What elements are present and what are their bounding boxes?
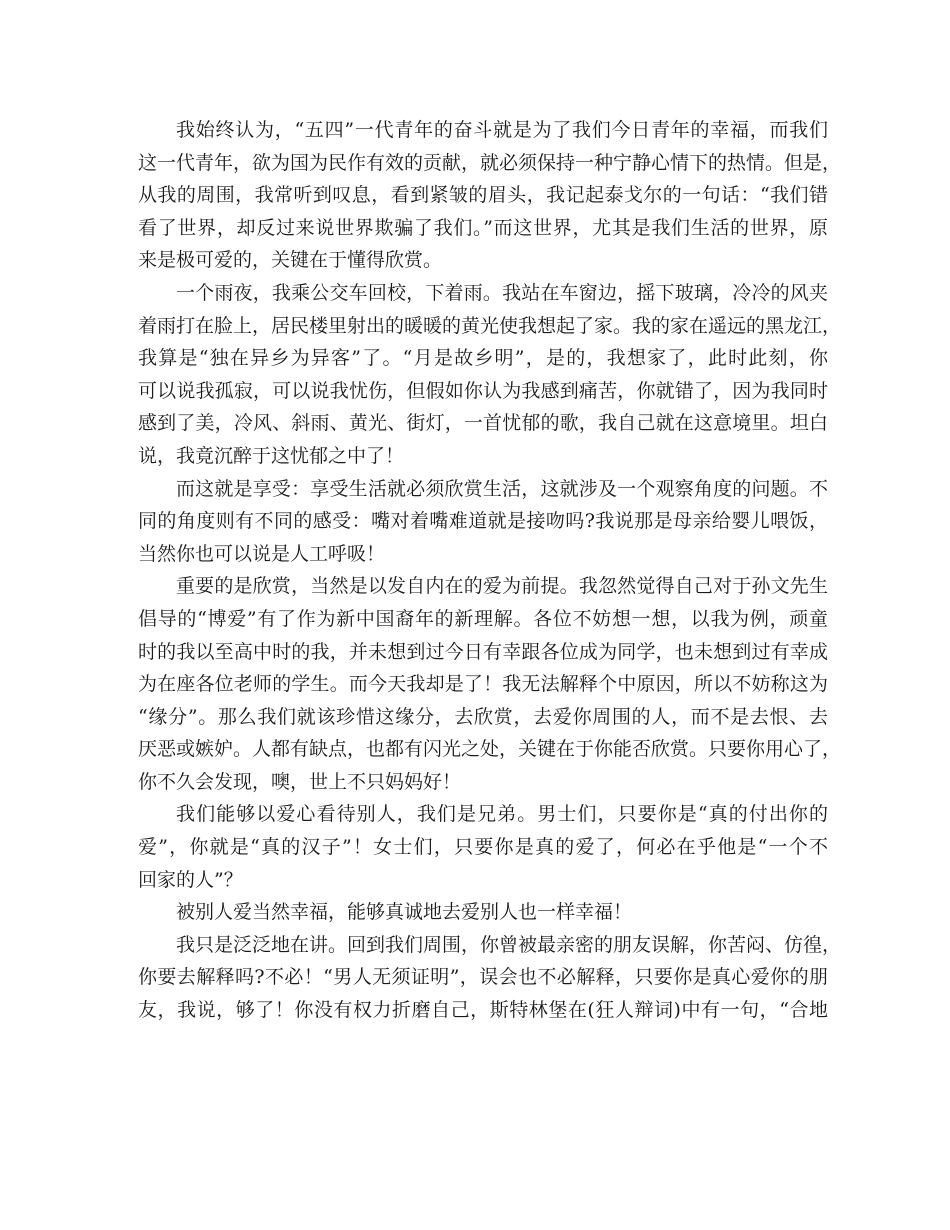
text-line: 来是极可爱的，关键在于懂得欣赏。 [138, 249, 443, 272]
text-line: 这一代青年，欲为国为民作有效的贡献，就必须保持一种宁静心情下的热情。但是， [138, 151, 842, 174]
text-line: 时的我以至高中时的我，并未想到过今日有幸跟各位成为同学，也未想到过有幸成 [138, 640, 828, 663]
text-line: 同的角度则有不同的感受：嘴对着嘴难道就是接吻吗?我说那是母亲给婴儿喂饭， [138, 510, 828, 533]
body-text [138, 114, 842, 1027]
text-line: 厌恶或嫉妒。人都有缺点，也都有闪光之处，关键在于你能否欣赏。只要你用心了， [138, 738, 842, 761]
text-line: 而这就是享受：享受生活就必须欣赏生活，这就涉及一个观察角度的问题。不 [176, 477, 828, 500]
text-line: 我算是“独在异乡为异客”了。“月是故乡明”，是的，我想家了，此时此刻，你 [138, 347, 828, 370]
paragraph [138, 896, 828, 929]
paragraph [138, 798, 828, 896]
text-line: 从我的周围，我常听到叹息，看到紧皱的眉头，我记起泰戈尔的一句话：“我们错 [138, 184, 828, 207]
paragraph [138, 570, 842, 798]
text-line: 可以说我孤寂，可以说我忧伤，但假如你认为我感到痛苦，你就错了，因为我同时 [138, 379, 828, 402]
text-line: 友，我说，够了！你没有权力折磨自己，斯特林堡在(狂人辩词)中有一句，“合地 [138, 999, 828, 1022]
paragraph [138, 929, 842, 1027]
text-line: 被别人爱当然幸福，能够真诚地去爱别人也一样幸福！ [176, 901, 633, 924]
text-line: 我们能够以爱心看待别人，我们是兄弟。男士们，只要你是“真的付出你的 [176, 803, 828, 826]
text-line: 着雨打在脸上，居民楼里射出的暖暖的黄光使我想起了家。我的家在遥远的黑龙江， [138, 314, 842, 337]
text-line: 看了世界，却反过来说世界欺骗了我们。”而这世界，尤其是我们生活的世界，原 [138, 216, 828, 239]
text-line: 我只是泛泛地在讲。回到我们周围，你曾被最亲密的朋友误解，你苦闷、仿徨， [176, 933, 842, 956]
text-line: 你不久会发现，噢，世上不只妈妈好！ [138, 770, 462, 793]
text-line: 当然你也可以说是人工呼吸！ [138, 542, 386, 565]
text-line: 感到了美，冷风、斜雨、黄光、街灯，一首忧郁的歌，我自己就在这意境里。坦白 [138, 412, 828, 435]
paragraph [138, 473, 828, 571]
paragraph [138, 114, 842, 277]
text-line: 一个雨夜，我乘公交车回校，下着雨。我站在车窗边，摇下玻璃，冷冷的风夹 [176, 281, 828, 304]
text-line: 我始终认为，“五四”一代青年的奋斗就是为了我们今日青年的幸福，而我们 [176, 119, 828, 141]
text-line: 重要的是欣赏，当然是以发自内在的爱为前提。我忽然觉得自己对于孙文先生 [176, 575, 828, 598]
text-line: 说，我竟沉醉于这忧郁之中了！ [138, 444, 405, 467]
text-line: 为在座各位老师的学生。而今天我却是了！我无法解释个中原因，所以不妨称这为 [138, 673, 828, 696]
text-line: 回家的人”？ [138, 868, 243, 891]
paragraph [138, 277, 842, 473]
text-line: 倡导的“博爱”有了作为新中国裔年的新理解。各位不妨想一想，以我为例，顽童 [138, 607, 828, 630]
text-line: 爱”，你就是“真的汉子”！女士们，只要你是真的爱了，何必在乎他是“一个不 [138, 836, 828, 859]
text-line: 你要去解释吗?不必！“男人无须证明”，误会也不必解释，只要你是真心爱你的朋 [138, 966, 828, 989]
text-line: “缘分”。那么我们就该珍惜这缘分，去欣赏，去爱你周围的人，而不是去恨、去 [138, 705, 828, 728]
